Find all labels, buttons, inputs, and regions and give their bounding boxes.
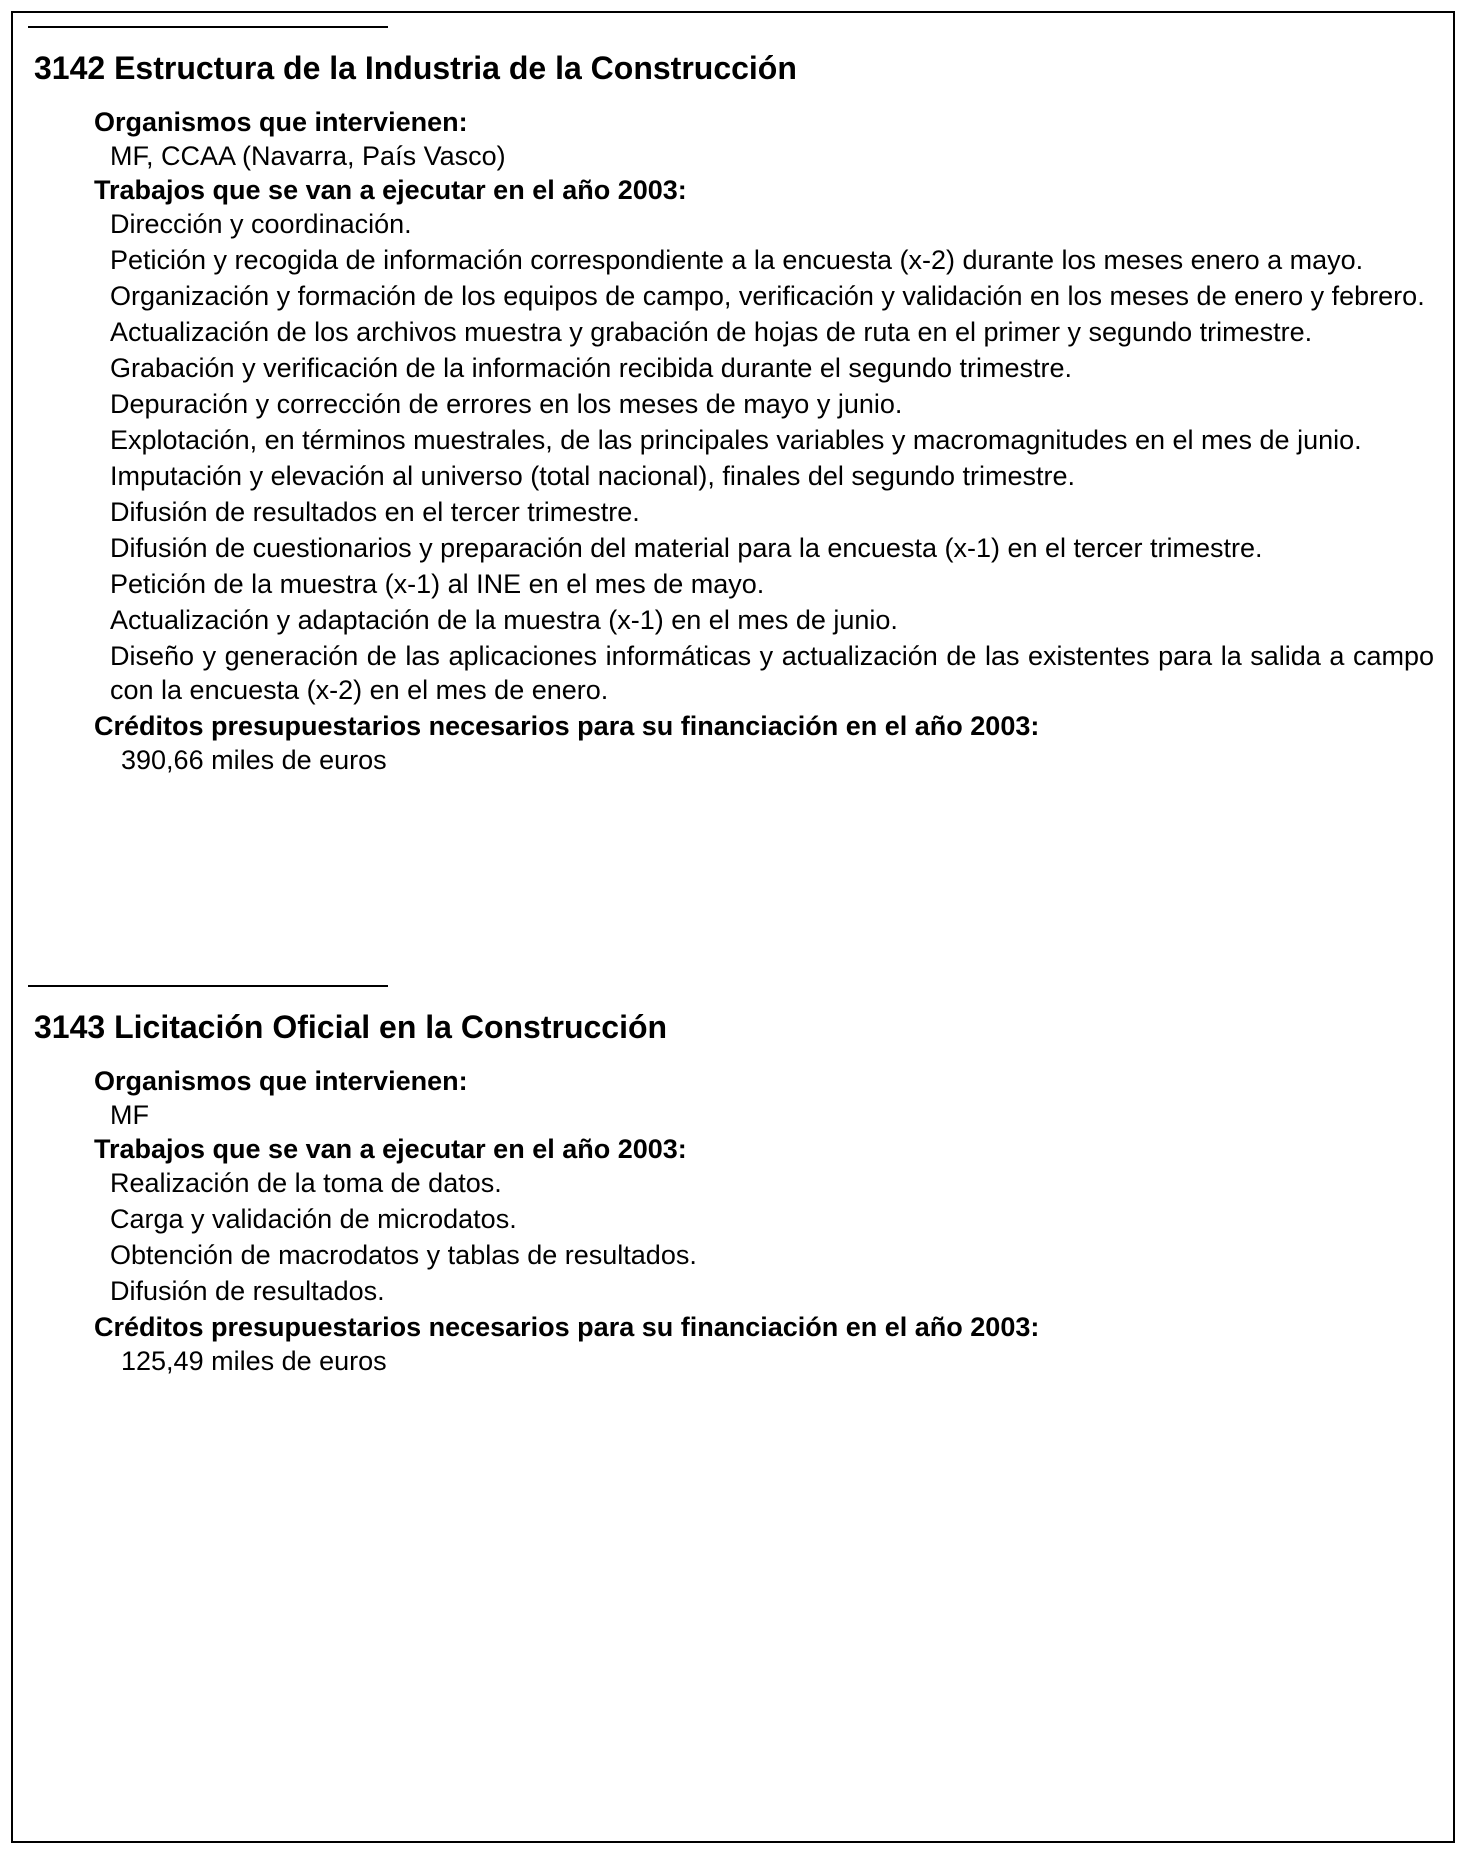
section-body: [28, 1064, 1434, 1378]
section-body: [28, 105, 1434, 777]
section-title: 3142 Estructura de la Industria de la Construcción: [34, 50, 797, 86]
trabajos-list: [94, 207, 1434, 707]
list-item: Diseño y generación de las aplicaciones informáticas y actualización de las existentes para la salida a campo con la encuesta (x-2) en el mes de enero.: [110, 641, 1434, 705]
list-item: Difusión de resultados en el tercer trimestre.: [110, 497, 640, 527]
organismos-value: MF: [110, 1100, 149, 1130]
list-item: Carga y validación de microdatos.: [110, 1204, 517, 1234]
section-3143: [28, 985, 1438, 1378]
section-divider: [28, 985, 388, 987]
list-item: Dirección y coordinación.: [110, 209, 412, 239]
list-item: Imputación y elevación al universo (total nacional), finales del segundo trimestre.: [110, 461, 1076, 491]
list-item: Difusión de resultados.: [110, 1276, 385, 1306]
organismos-label: Organismos que intervienen:: [94, 107, 468, 137]
section-title: 3143 Licitación Oficial en la Construcción: [34, 1009, 668, 1045]
creditos-label: Créditos presupuestarios necesarios para su financiación en el año 2003:: [94, 711, 1040, 741]
creditos-value: 125,49 miles de euros: [121, 1346, 387, 1376]
list-item: Realización de la toma de datos.: [110, 1168, 502, 1198]
organismos-value: MF, CCAA (Navarra, País Vasco): [110, 141, 506, 171]
section-divider: [28, 26, 388, 28]
trabajos-label: Trabajos que se van a ejecutar en el año 2003:: [94, 175, 687, 205]
list-item: Actualización de los archivos muestra y grabación de hojas de ruta en el primer y segundo trimestre.: [110, 317, 1313, 347]
section-3142: [28, 26, 1438, 777]
list-item: Depuración y corrección de errores en los meses de mayo y junio.: [110, 389, 903, 419]
list-item: Explotación, en términos muestrales, de las principales variables y macromagnitudes en el mes de junio.: [110, 425, 1362, 455]
organismos-label: Organismos que intervienen:: [94, 1066, 468, 1096]
creditos-label: Créditos presupuestarios necesarios para su financiación en el año 2003:: [94, 1312, 1040, 1342]
list-item: Petición de la muestra (x-1) al INE en el mes de mayo.: [110, 569, 765, 599]
list-item: Petición y recogida de información correspondiente a la encuesta (x-2) durante los meses enero a mayo.: [110, 245, 1364, 275]
list-item: Organización y formación de los equipos de campo, verificación y validación en los meses de enero y febrero.: [110, 281, 1425, 311]
list-item: Grabación y verificación de la información recibida durante el segundo trimestre.: [110, 353, 1072, 383]
list-item: Difusión de cuestionarios y preparación del material para la encuesta (x-1) en el tercer trimestre.: [110, 533, 1263, 563]
trabajos-list: [94, 1166, 1434, 1308]
trabajos-label: Trabajos que se van a ejecutar en el año 2003:: [94, 1134, 687, 1164]
list-item: Obtención de macrodatos y tablas de resultados.: [110, 1240, 697, 1270]
list-item: Actualización y adaptación de la muestra (x-1) en el mes de junio.: [110, 605, 898, 635]
creditos-value: 390,66 miles de euros: [121, 745, 387, 775]
